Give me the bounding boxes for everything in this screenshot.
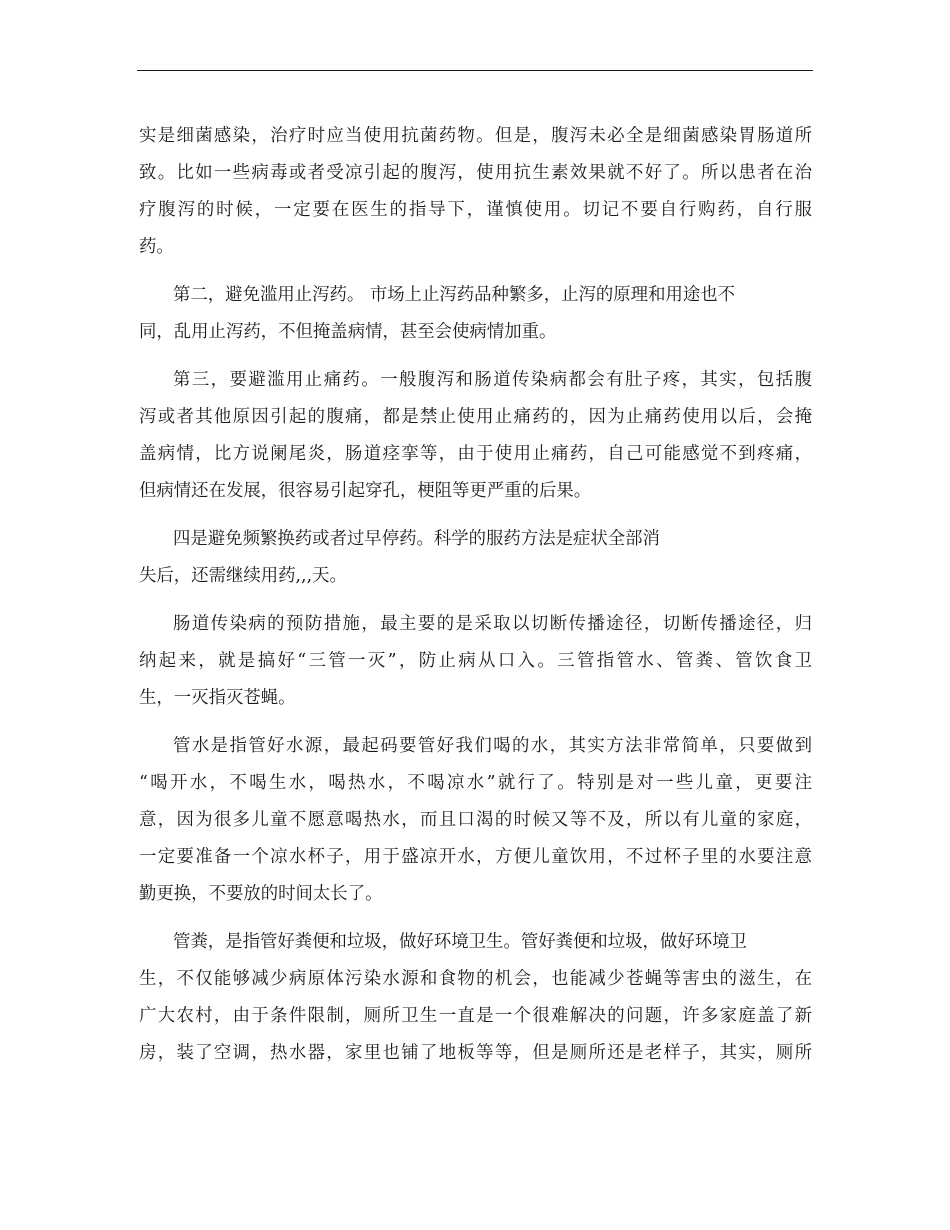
text-line: 四是避免频繁换药或者过早停药。科学的服药方法是症状全部消 — [173, 529, 660, 549]
text-line: 勤更换，不要放的时间太长了。 — [139, 884, 383, 904]
text-line: 致。比如一些病毒或者受凉引起的腹泻，使用抗生素效果就不好了。所以患者在治 — [139, 163, 812, 183]
text-line: 肠道传染病的预防措施，最主要的是采取以切断传播途径，切断传播途径，归 — [173, 614, 812, 634]
body-text — [139, 118, 812, 1072]
text-line: 生，不仅能够减少病原体污染水源和食物的机会，也能减少苍蝇等害虫的滋生，在 — [139, 969, 812, 989]
text-line: 实是细菌感染，治疗时应当使用抗菌药物。但是，腹泻未必全是细菌感染胃肠道所 — [139, 126, 812, 146]
text-line: 疗腹泻的时候，一定要在医生的指导下，谨慎使用。切记不要自行购药，自行服 — [139, 200, 812, 220]
text-line: “喝开水，不喝生水，喝热水，不喝凉水”就行了。特别是对一些儿童，更要注 — [139, 773, 812, 793]
text-line: 管水是指管好水源，最起码要管好我们喝的水，其实方法非常简单，只要做到 — [173, 736, 812, 756]
text-line: 广大农村，由于条件限制，厕所卫生一直是一个很难解决的问题，许多家庭盖了新 — [139, 1006, 812, 1026]
text-line: 意，因为很多儿童不愿意喝热水，而且口渴的时候又等不及，所以有儿童的家庭， — [139, 810, 812, 830]
text-line: 同，乱用止泻药，不但掩盖病情，甚至会使病情加重。 — [139, 322, 557, 342]
text-line: 纳起来，就是搞好“三管一灭”，防止病从口入。三管指管水、管粪、管饮食卫 — [139, 651, 812, 671]
text-line: 药。 — [139, 237, 174, 257]
text-line: 但病情还在发展，很容易引起穿孔，梗阻等更严重的后果。 — [139, 481, 592, 501]
text-line: 第二，避免滥用止泻药。 市场上止泻药品种繁多，止泻的原理和用途也不 — [173, 285, 736, 305]
text-line: 第三，要避滥用止痛药。一般腹泻和肠道传染病都会有肚子疼，其实，包括腹 — [173, 370, 812, 390]
header-rule — [137, 70, 813, 71]
text-line: 一定要准备一个凉水杯子，用于盛凉开水，方便儿童饮用，不过杯子里的水要注意 — [139, 847, 812, 867]
text-line: 房，装了空调，热水器，家里也铺了地板等等，但是厕所还是老样子，其实，厕所 — [139, 1043, 812, 1063]
text-line: 管粪，是指管好粪便和垃圾，做好环境卫生。管好粪便和垃圾，做好环境卫 — [173, 932, 747, 952]
text-line: 盖病情，比方说阑尾炎，肠道痉挛等，由于使用止痛药，自己可能感觉不到疼痛， — [139, 444, 812, 464]
text-line: 生，一灭指灭苍蝇。 — [139, 688, 296, 708]
text-line: 失后，还需继续用药,,,天。 — [139, 566, 347, 586]
text-line: 泻或者其他原因引起的腹痛，都是禁止使用止痛药的，因为止痛药使用以后，会掩 — [139, 407, 812, 427]
